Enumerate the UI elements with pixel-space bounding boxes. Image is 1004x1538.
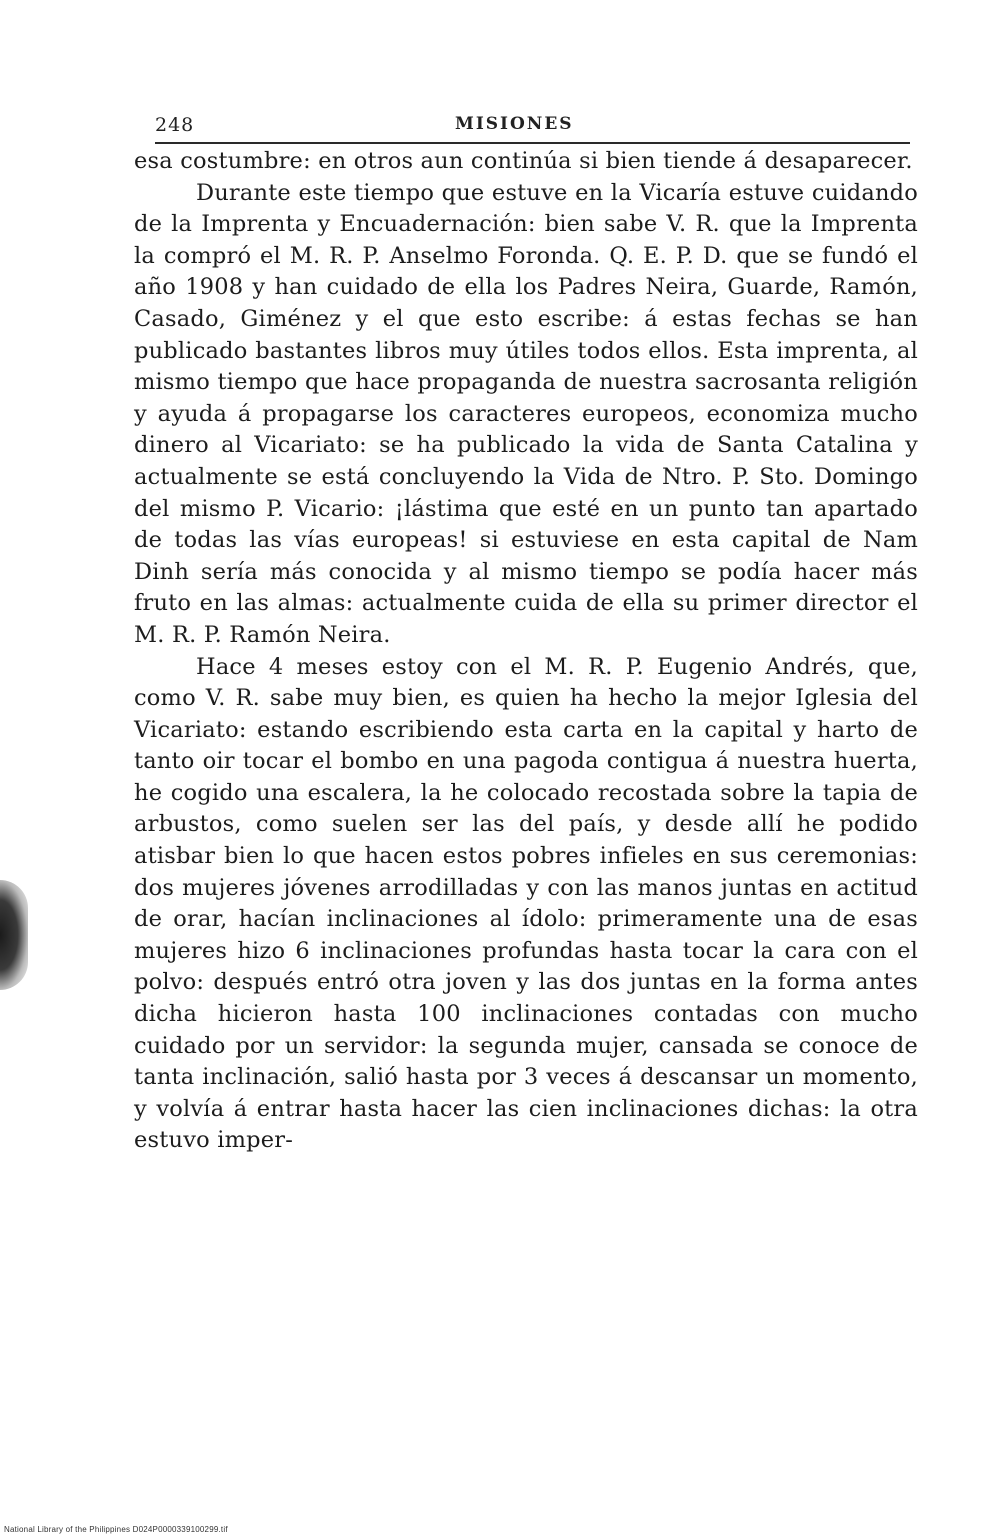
section-title: MISIONES (455, 114, 574, 134)
binding-shadow (0, 880, 28, 990)
page-number: 248 (155, 114, 195, 136)
paragraph: esa costumbre: en otros aun continúa si bien tiende á desaparecer. (134, 148, 913, 174)
paragraph: Hace 4 meses estoy con el M. R. P. Eugenio Andrés, que, como V. R. sabe muy bien, es quien ha hecho la mejor Iglesia del Vicariato: estando escribiendo esta carta en la capital y harto de tanto oir tocar el bombo en una pagoda contigua á nuestra huerta, he cogido una escalera, la he colocado recostada sobre la tapia de arbustos, como suelen ser las del país, y desde allí he podido atisbar bien lo que hacen estos pobres infieles en sus ceremonias: dos mujeres jóvenes arrodilladas y con las manos juntas en actitud de orar, hacían inclinaciones al ídolo: primeramente una de esas mujeres hizo 6 inclinaciones profundas hasta tocar la cara con el polvo: después entró otra joven y las dos juntas en la forma antes dicha hicieron hasta 100 inclinaciones contadas con mucho cuidado por un servidor: la segunda mujer, cansada se conoce de tanta inclinación, salió hasta por 3 veces á descansar un momento, y volvía á entrar hasta hacer las cien inclinaciones dichas: la otra estuvo imper- (134, 653, 918, 1154)
paragraph: Durante este tiempo que estuve en la Vicaría estuve cuidando de la Imprenta y Encuadernación: bien sabe V. R. que la Imprenta la compró el M. R. P. Anselmo Foronda. Q. E. P. D. que se fundó el año 1908 y han cuidado de ella los Padres Neira, Guarde, Ramón, Casado, Giménez y el que esto escribe: á estas fechas se han publicado bastantes libros muy útiles todos ellos. Esta imprenta, al mismo tiempo que hace propaganda de nuestra sacrosanta religión y ayuda á propagarse los caracteres europeos, economiza mucho dinero al Vicariato: se ha publicado la vida de Santa Catalina y actualmente se está concluyendo la Vida de Ntro. P. Sto. Domingo del mismo P. Vicario: ¡lástima que esté en un punto tan apartado de todas las vías europeas! si estuviese en esta capital de Nam Dinh sería más conocida y al mismo tiempo se podía hacer más fruto en las almas: actualmente cuida de ella su primer director el M. R. P. Ramón Neira. (134, 179, 918, 648)
running-head (155, 112, 910, 144)
scan-credit: National Library of the Philippines D024P0000339100299.tif (4, 1525, 228, 1534)
body-text (134, 146, 918, 1157)
